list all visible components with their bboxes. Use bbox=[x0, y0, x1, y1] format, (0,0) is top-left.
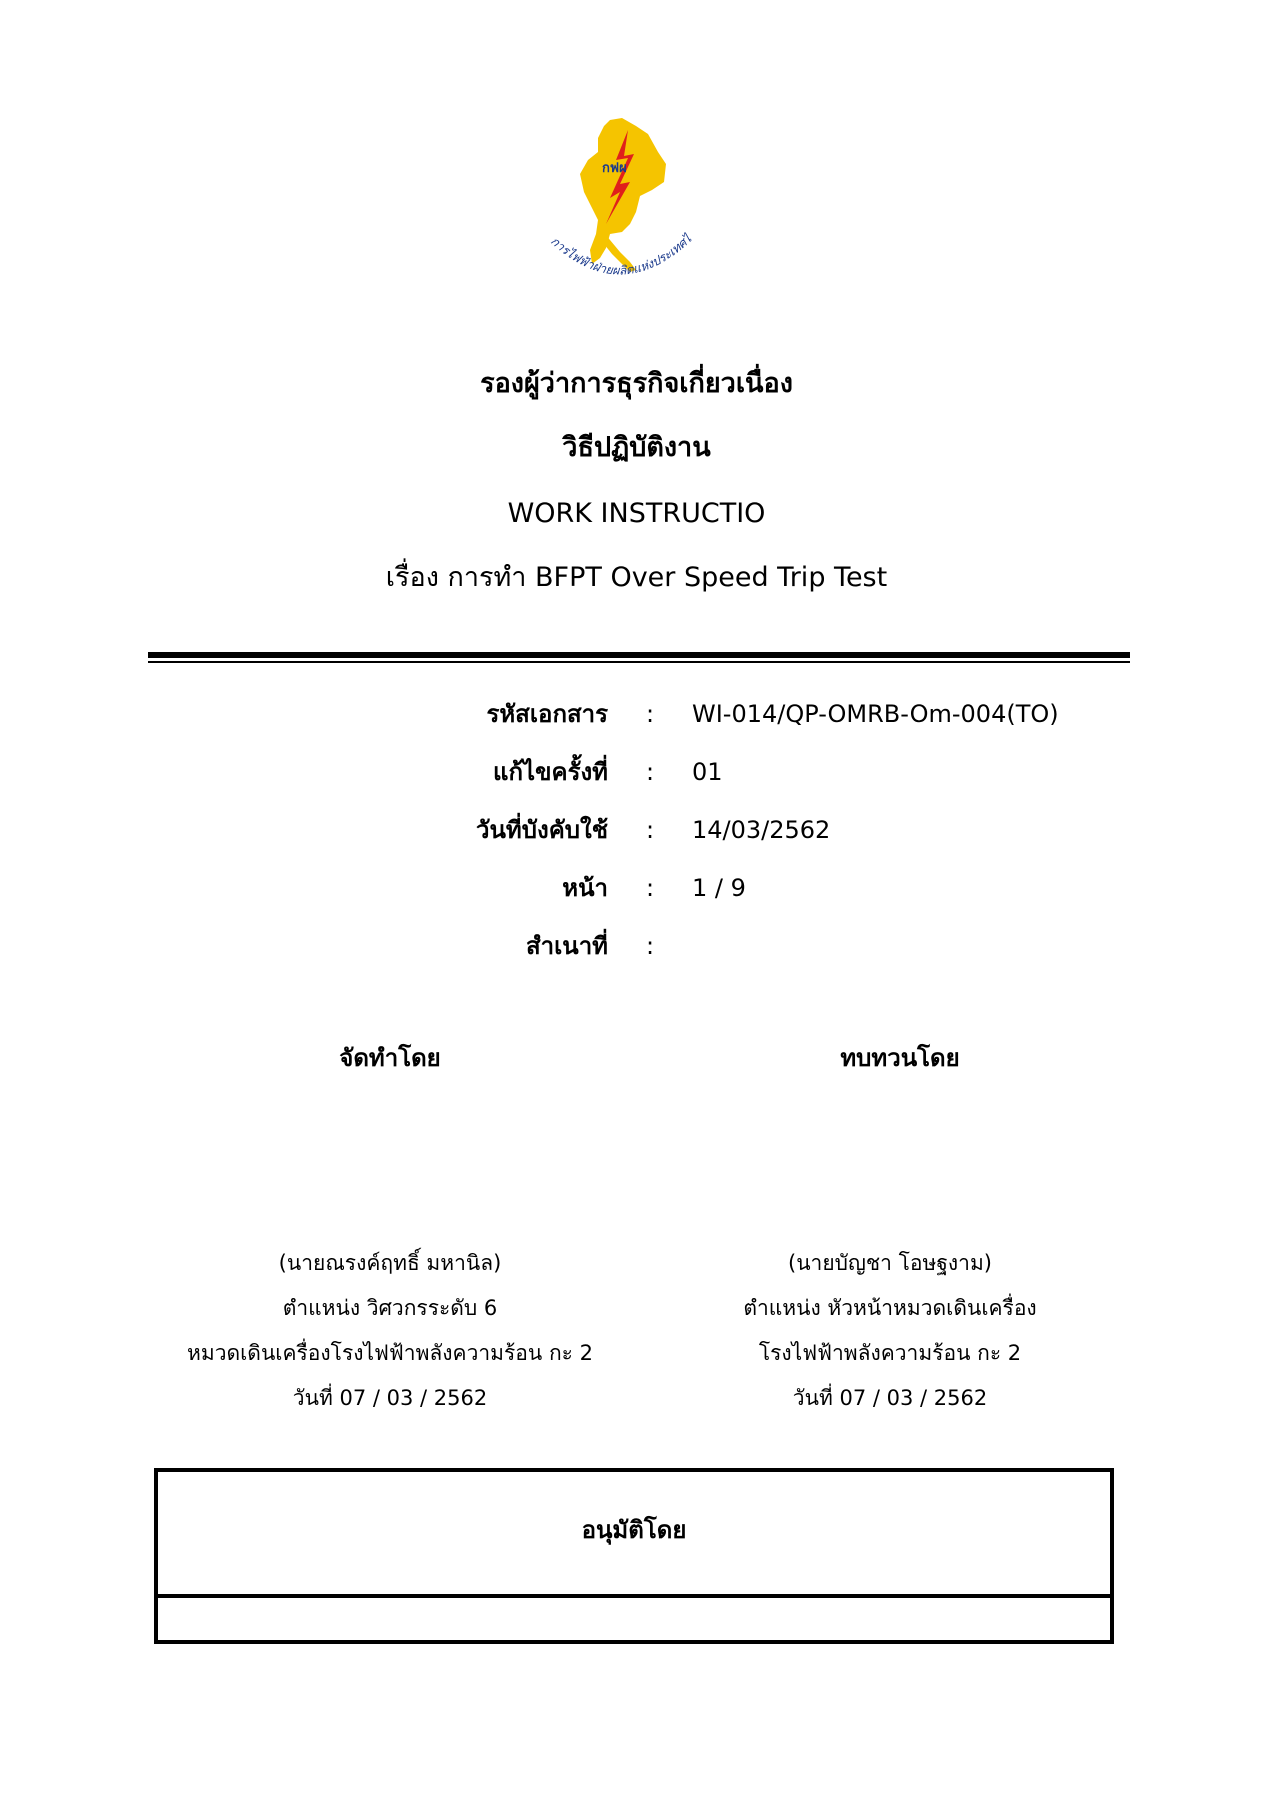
meta-colon: : bbox=[646, 932, 655, 960]
reviewed-position: ตำแหน่ง หัวหน้าหมวดเดินเครื่อง bbox=[743, 1296, 1037, 1320]
prepared-unit: หมวดเดินเครื่องโรงไฟฟ้าพลังความร้อน กะ 2 bbox=[187, 1341, 593, 1365]
meta-value: 01 bbox=[692, 758, 723, 786]
egat-logo bbox=[540, 112, 740, 297]
meta-label: รหัสเอกสาร bbox=[486, 700, 608, 728]
meta-row-doc-code bbox=[0, 694, 1273, 734]
meta-label: แก้ไขครั้งที่ bbox=[493, 758, 608, 786]
document-type-english: WORK INSTRUCTIO bbox=[507, 498, 766, 529]
reviewed-by-heading: ทบทวนโดย bbox=[840, 1044, 960, 1072]
header-divider-thin bbox=[148, 661, 1130, 663]
approval-box bbox=[154, 1468, 1114, 1644]
meta-value: 14/03/2562 bbox=[692, 816, 831, 844]
department-title: รองผู้ว่าการธุรกิจเกี่ยวเนื่อง bbox=[480, 368, 793, 399]
prepared-name: (นายณรงค์ฤทธิ์ มหานิล) bbox=[278, 1251, 502, 1275]
meta-value: WI-014/QP-OMRB-Om-004(TO) bbox=[692, 700, 1059, 728]
meta-label: สำเนาที่ bbox=[525, 932, 608, 960]
prepared-date: วันที่ 07 / 03 / 2562 bbox=[292, 1386, 488, 1410]
logo-org-text: การไฟฟ้าฝ่ายผลิตแห่งประเทศไ bbox=[548, 231, 695, 278]
meta-colon: : bbox=[646, 758, 655, 786]
reviewed-date: วันที่ 07 / 03 / 2562 bbox=[792, 1386, 988, 1410]
document-type-thai: วิธีปฏิบัติงาน bbox=[562, 432, 711, 463]
meta-colon: : bbox=[646, 700, 655, 728]
meta-value: 1 / 9 bbox=[692, 874, 746, 902]
meta-row-page bbox=[0, 868, 1273, 908]
meta-label: วันที่บังคับใช้ bbox=[476, 816, 608, 844]
meta-row-effective-date bbox=[0, 810, 1273, 850]
prepared-by-heading: จัดทำโดย bbox=[339, 1044, 441, 1072]
reviewed-unit: โรงไฟฟ้าพลังความร้อน กะ 2 bbox=[758, 1341, 1022, 1365]
approved-by-heading: อนุมัติโดย bbox=[581, 1516, 687, 1544]
meta-colon: : bbox=[646, 874, 655, 902]
meta-label: หน้า bbox=[562, 874, 608, 902]
meta-colon: : bbox=[646, 816, 655, 844]
approval-box-divider bbox=[158, 1594, 1110, 1598]
meta-row-copy-number bbox=[0, 926, 1273, 966]
prepared-position: ตำแหน่ง วิศวกรระดับ 6 bbox=[282, 1296, 498, 1320]
document-subject: เรื่อง การทำ BFPT Over Speed Trip Test bbox=[385, 562, 888, 593]
header-divider-thick bbox=[148, 652, 1130, 658]
svg-text:กฟผ: กฟผ bbox=[602, 161, 627, 176]
meta-row-revision bbox=[0, 752, 1273, 792]
reviewed-name: (นายบัญชา โอษฐงาม) bbox=[788, 1251, 992, 1275]
thailand-map-icon bbox=[540, 112, 740, 297]
